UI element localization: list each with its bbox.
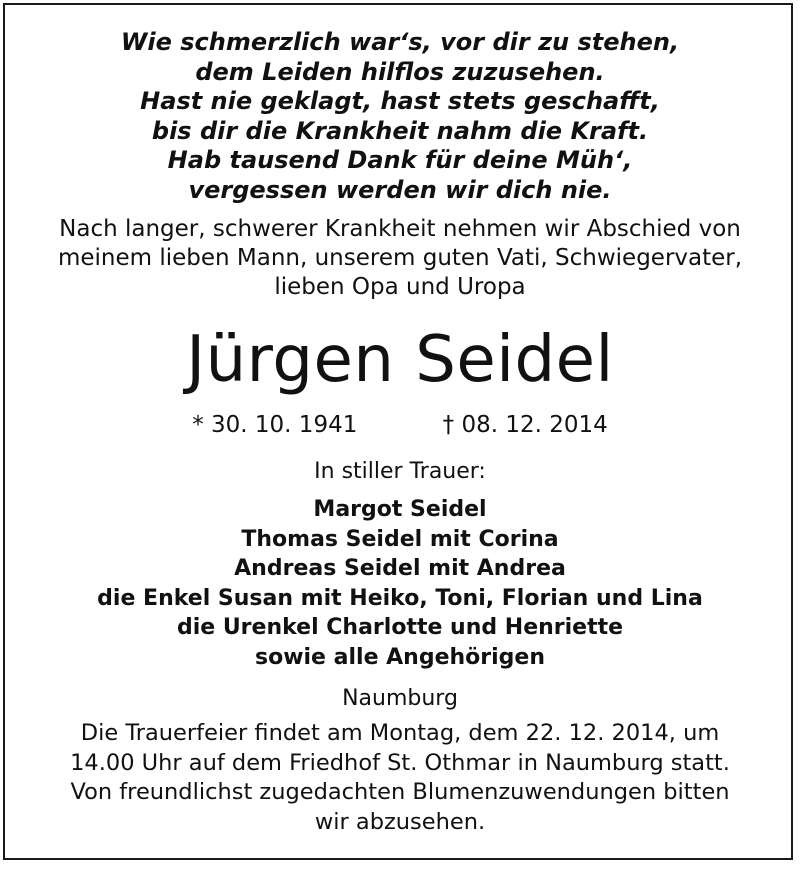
poem-line: Hast nie geklagt, hast stets geschafft, (140, 87, 660, 115)
notice-line: Von freundlichst zugedachten Blumenzuwendungen bitten (70, 779, 730, 805)
mourner-entry: die Enkel Susan mit Heiko, Toni, Florian und Lina (97, 585, 703, 611)
farewell-intro (0, 215, 800, 302)
poem-line: bis dir die Krankheit nahm die Kraft. (151, 116, 649, 145)
intro-line: lieben Opa und Uropa (274, 274, 526, 300)
death-date: † 08. 12. 2014 (442, 412, 608, 438)
intro-line: meinem lieben Mann, unserem guten Vati, Schwiegervater, (57, 245, 743, 271)
life-dates (0, 410, 800, 440)
birth-date: * 30. 10. 1941 (192, 412, 358, 438)
notice-line: Die Trauerfeier findet am Montag, dem 22. 12. 2014, um (80, 720, 720, 746)
notice-line: 14.00 Uhr auf dem Friedhof St. Othmar in Naumburg statt. (70, 749, 730, 776)
mourner-entry: die Urenkel Charlotte und Henriette (176, 615, 624, 640)
funeral-notice (0, 719, 800, 837)
poem-line: dem Leiden hilflos zuzusehen. (195, 57, 605, 86)
place-name: Naumburg (342, 686, 458, 711)
mourner-entry: Margot Seidel (313, 497, 487, 522)
poem-line: Wie schmerzlich war‘s, vor dir zu stehen, (120, 28, 680, 56)
mourner-entry: Thomas Seidel mit Corina (241, 526, 559, 552)
deceased-name: Jürgen Seidel (186, 323, 614, 397)
mourner-entry: Andreas Seidel mit Andrea (234, 556, 566, 581)
mourners-list (0, 495, 800, 672)
poem-line: Hab tausend Dank für deine Müh‘, (167, 146, 633, 174)
mourning-heading: In stiller Trauer: (314, 459, 486, 484)
notice-line: wir abzusehen. (314, 808, 486, 835)
poem-line: vergessen werden wir dich nie. (188, 175, 612, 204)
mourner-entry: sowie alle Angehörigen (254, 644, 546, 670)
intro-line: Nach langer, schwerer Krankheit nehmen wir Abschied von (59, 216, 741, 242)
memorial-poem (0, 28, 800, 205)
